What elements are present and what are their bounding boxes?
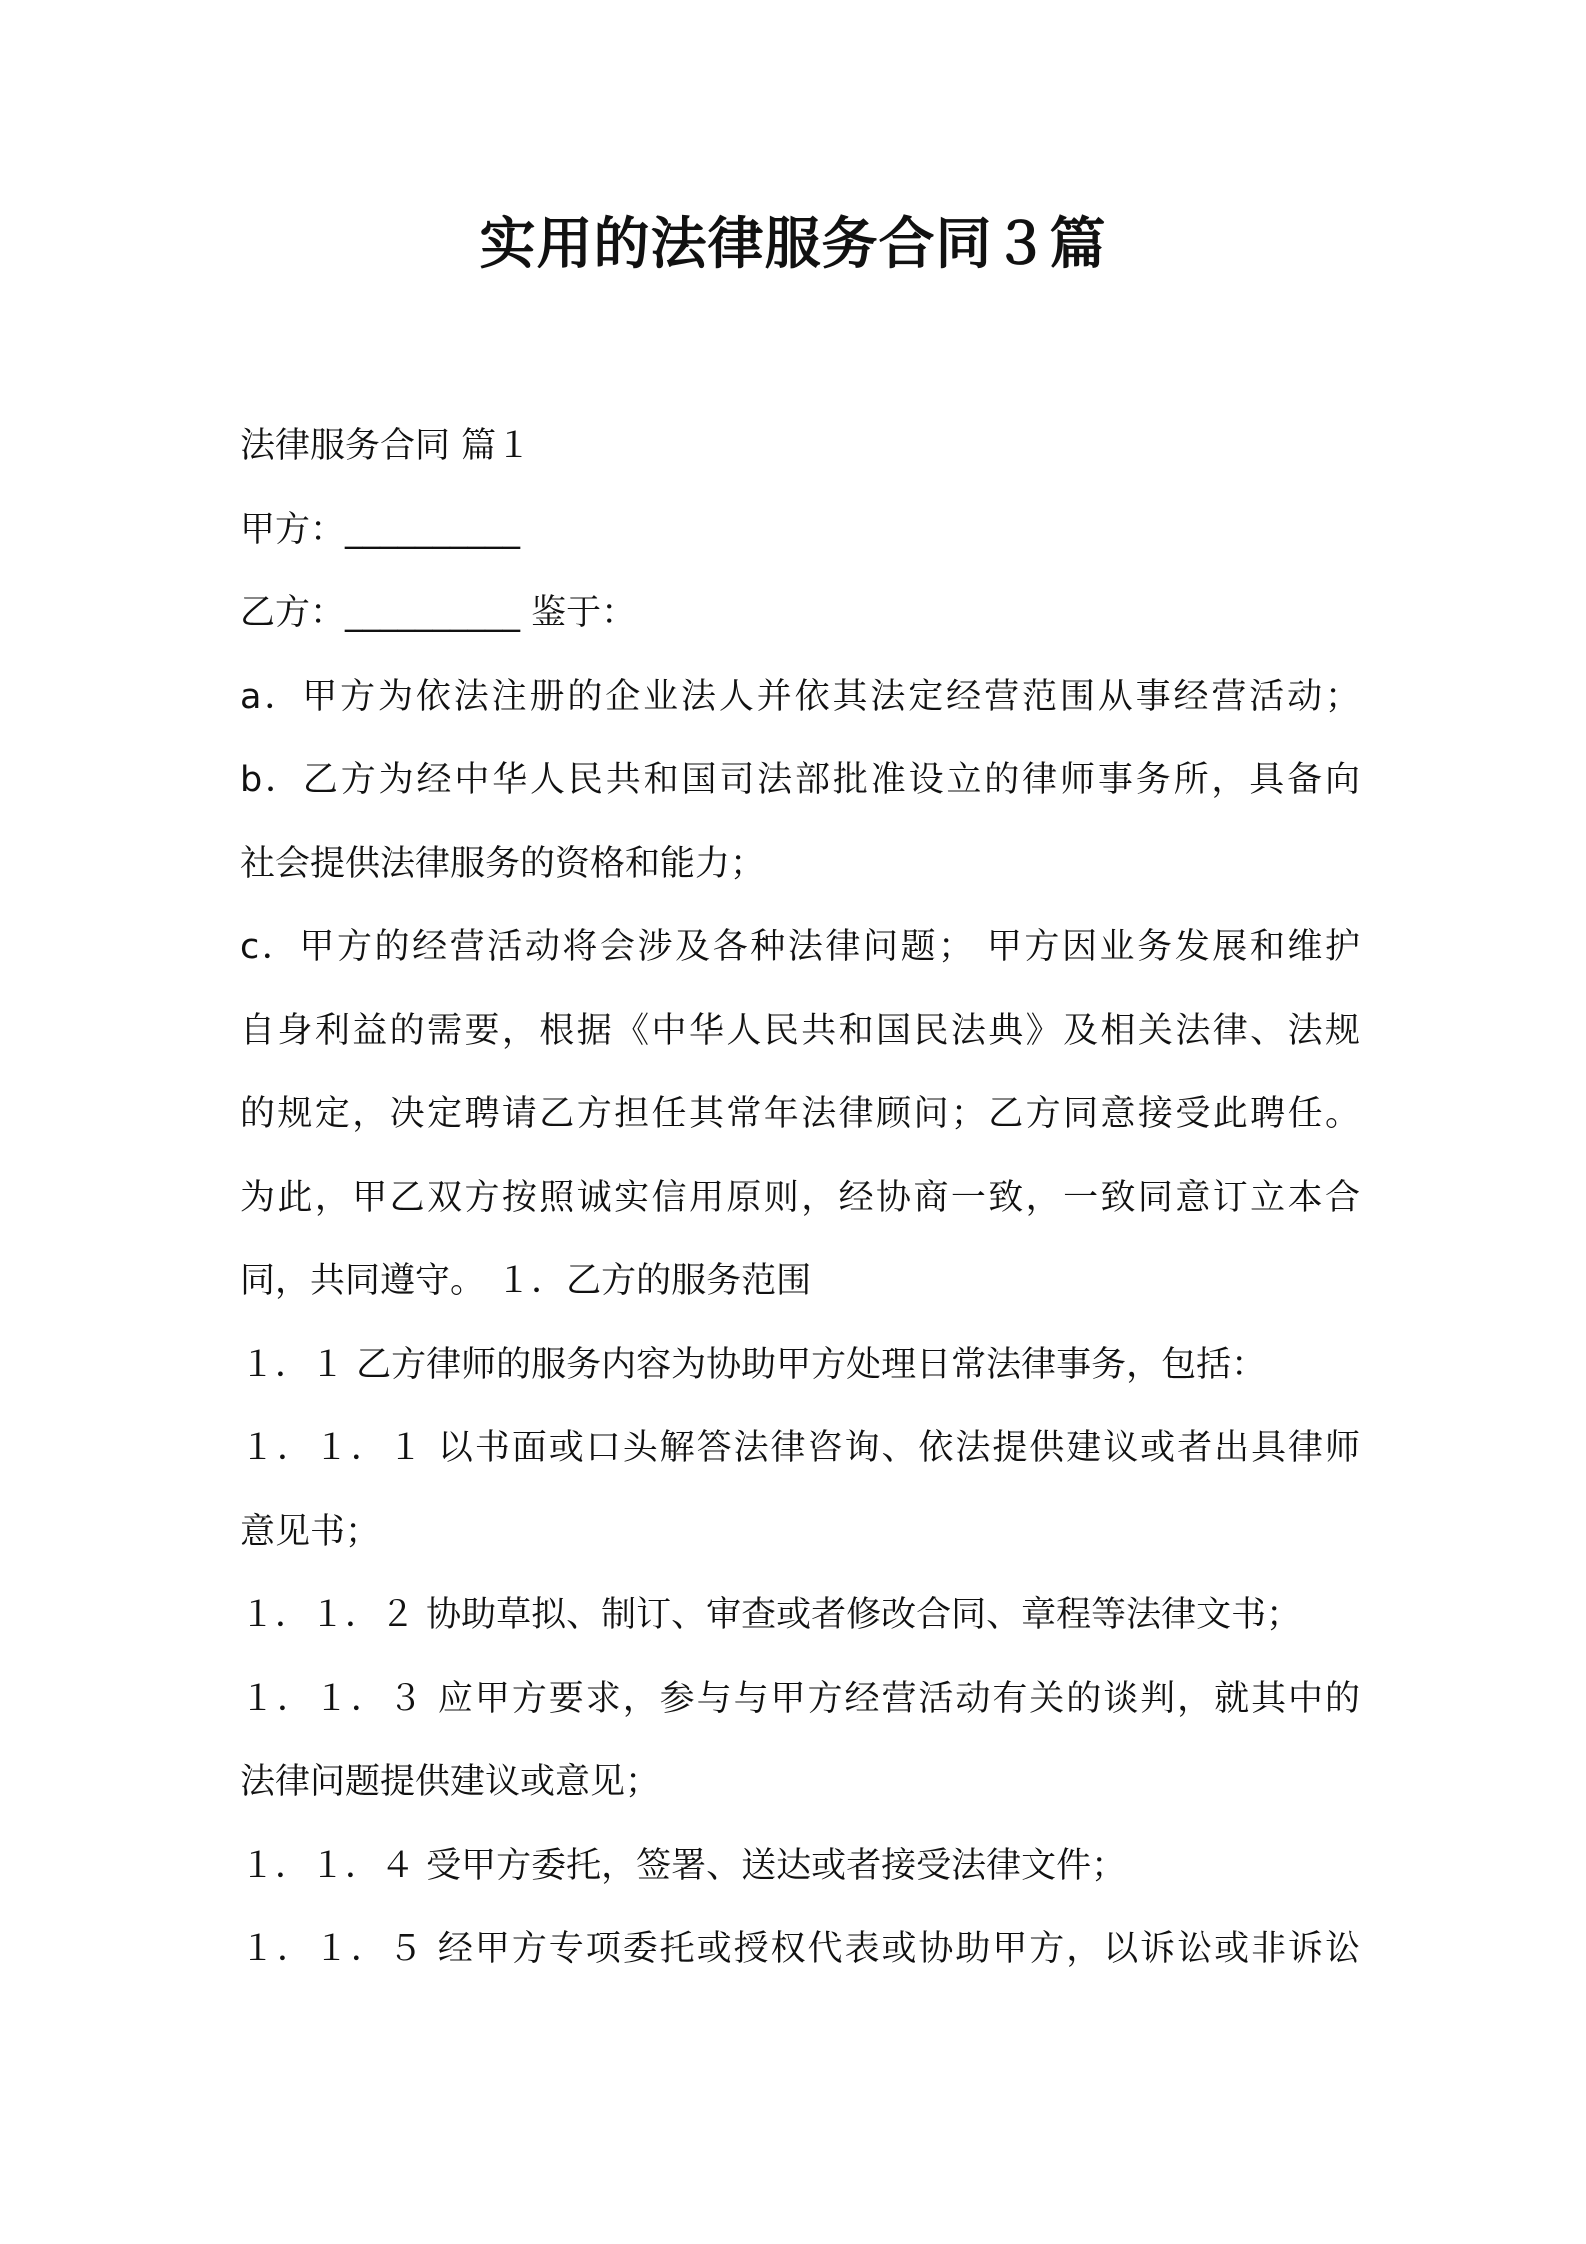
body-line: b．乙方为经中华人民共和国司法部批准设立的律师事务所，具备向 [240,760,1360,800]
body-line: 法律问题提供建议或意见； [240,1762,661,1802]
body-line: １．１．１ 以书面或口头解答法律咨询、依法提供建议或者出具律师 [240,1428,1360,1468]
body-line: １．１．５ 经甲方专项委托或授权代表或协助甲方，以诉讼或非诉讼 [240,1929,1360,1969]
body-line: 自身利益的需要，根据《中华人民共和国民法典》及相关法律、法规 [240,1010,1360,1051]
document-body [240,405,1360,1992]
body-line: １．１ 乙方律师的服务内容为协助甲方处理日常法律事务，包括： [240,1344,1267,1385]
body-line: １．１．３ 应甲方要求，参与与甲方经营活动有关的谈判，就其中的 [240,1678,1360,1719]
body-line: 甲方：__________ [240,509,521,550]
body-line: 乙方：__________ 鉴于： [240,593,637,633]
body-line: c．甲方的经营活动将会涉及各种法律问题； 甲方因业务发展和维护 [240,927,1360,967]
body-line: 意见书； [240,1511,381,1552]
body-line: 法律服务合同 篇１ [240,426,532,466]
body-line: a．甲方为依法注册的企业法人并依其法定经营范围从事经营活动； [240,676,1360,717]
body-line: １．１．４ 受甲方委托，签署、送达或者接受法律文件； [240,1845,1127,1886]
body-line: 为此，甲乙双方按照诚实信用原则，经协商一致，一致同意订立本合 [240,1177,1360,1218]
body-line: 同，共同遵守。 １．乙方的服务范围 [240,1261,812,1301]
body-line: 社会提供法律服务的资格和能力； [240,843,766,884]
document-title: 实用的法律服务合同３篇 [479,212,1107,277]
body-line: 的规定，决定聘请乙方担任其常年法律顾问；乙方同意接受此聘任。 [240,1094,1360,1134]
body-line: １．１．２ 协助草拟、制订、审查或者修改合同、章程等法律文书； [240,1595,1302,1635]
